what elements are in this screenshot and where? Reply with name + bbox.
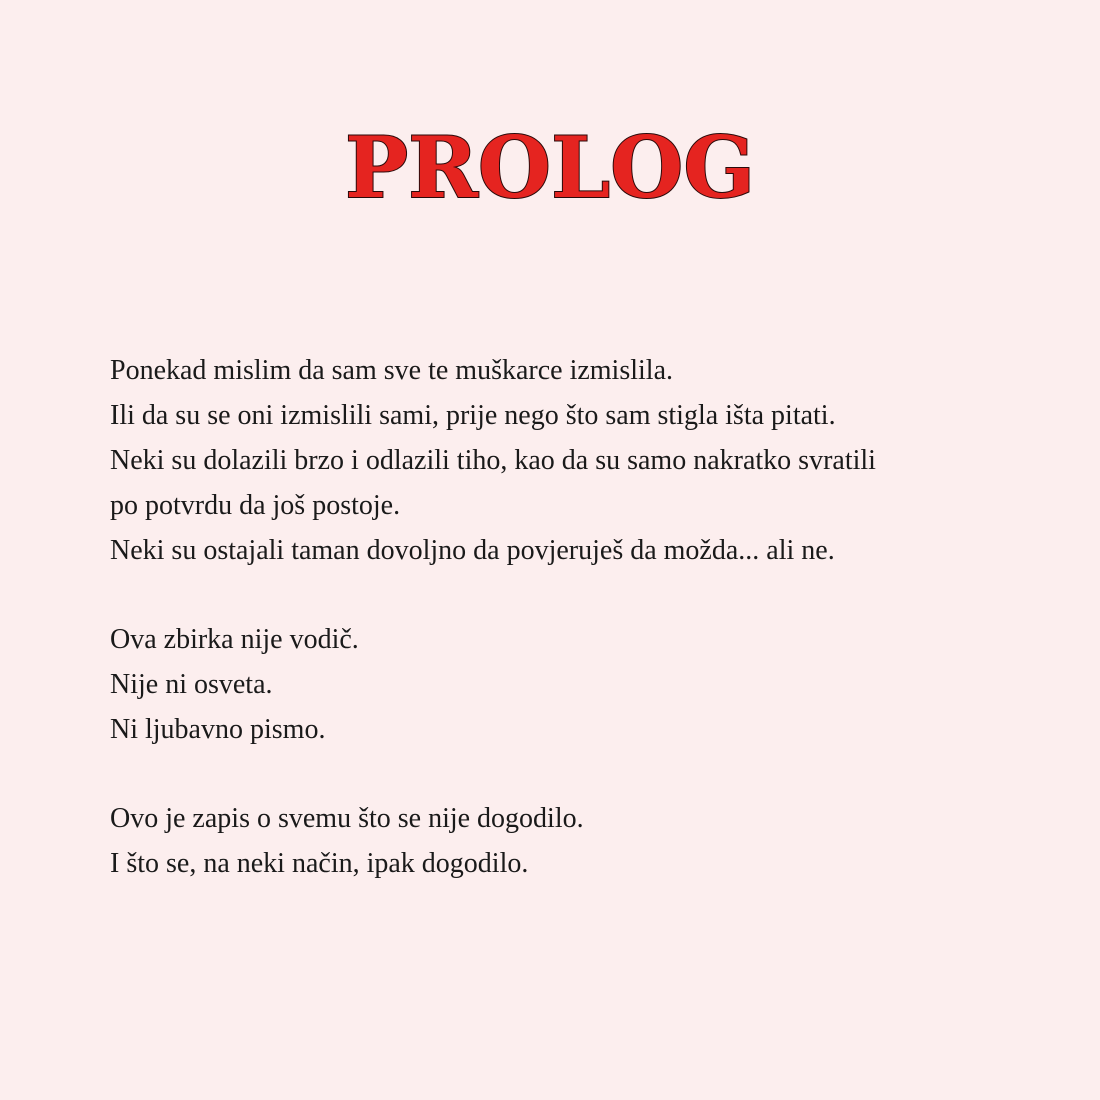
text-line: Ovo je zapis o svemu što se nije dogodilo. <box>110 803 584 834</box>
text-line: po potvrdu da još postoje. <box>110 490 401 521</box>
stanza-1 <box>110 348 1030 573</box>
page-title: PROLOG <box>344 118 756 217</box>
prologue-text <box>110 348 1030 930</box>
stanza-2 <box>110 617 1030 752</box>
stanza-3 <box>110 796 1030 886</box>
text-line: Neki su ostajali taman dovoljno da povjeruješ da možda... ali ne. <box>110 535 835 566</box>
text-line: Neki su dolazili brzo i odlazili tiho, kao da su samo nakratko svratili <box>110 445 876 476</box>
text-line: Ili da su se oni izmislili sami, prije nego što sam stigla išta pitati. <box>110 400 836 431</box>
text-line: Ova zbirka nije vodič. <box>110 624 359 655</box>
text-line: I što se, na neki način, ipak dogodilo. <box>110 848 529 879</box>
text-line: Nije ni osveta. <box>110 669 273 700</box>
text-line: Ni ljubavno pismo. <box>110 714 326 745</box>
text-line: Ponekad mislim da sam sve te muškarce izmislila. <box>110 355 673 386</box>
